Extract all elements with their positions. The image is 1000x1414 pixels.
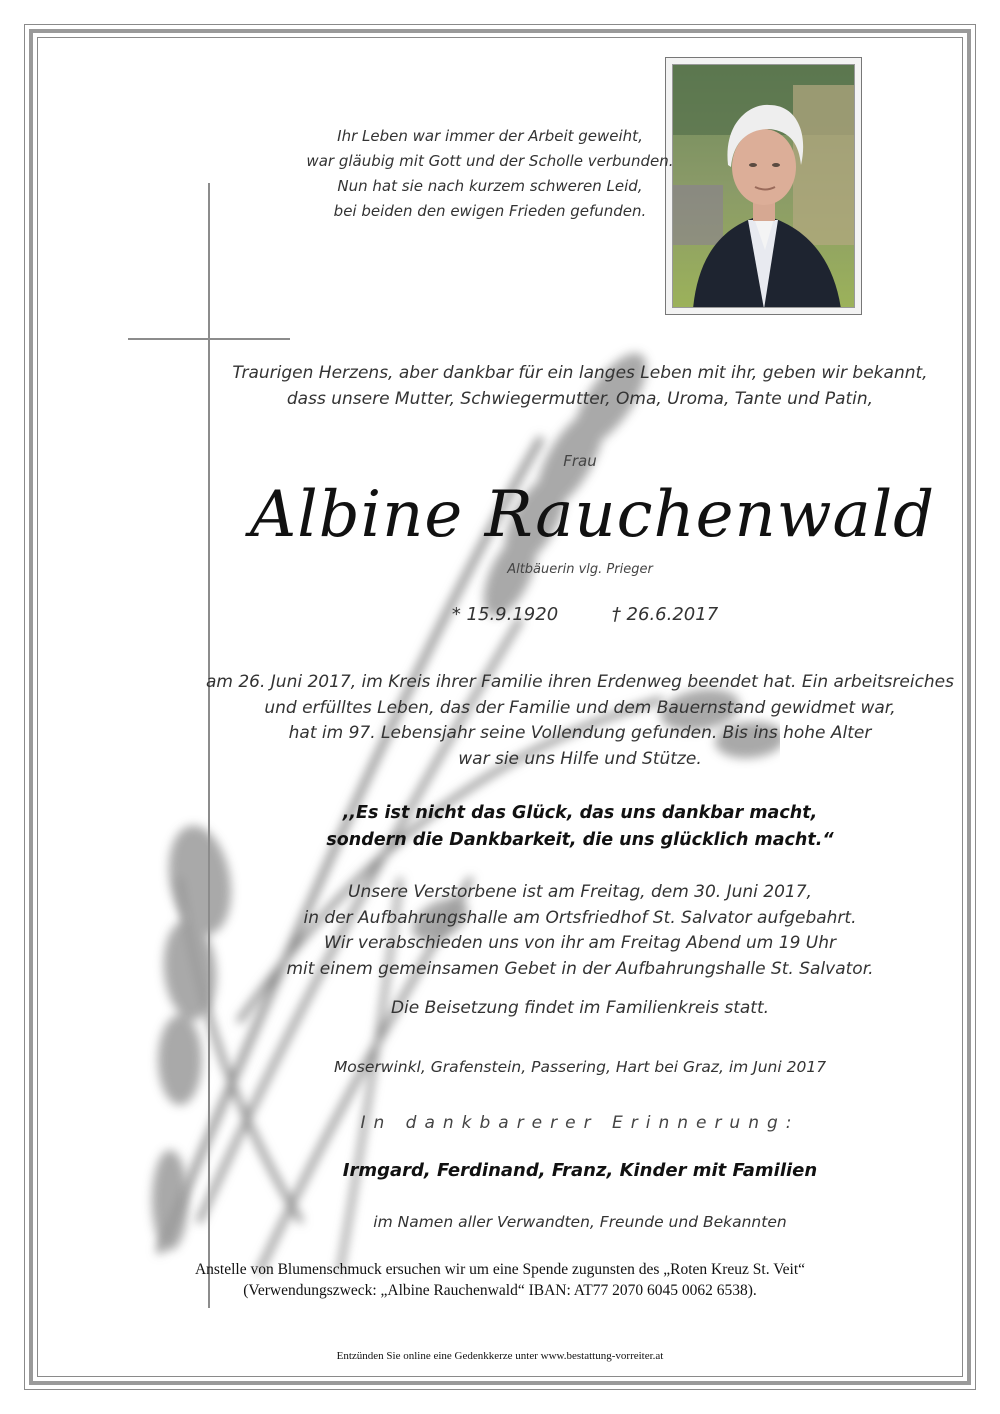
remembrance-heading: In dankbarerer Erinnerung: [360, 1113, 800, 1133]
ceremony-line: mit einem gemeinsamen Gebet in der Aufbahrungshalle St. Salvator. [286, 959, 874, 979]
ceremony-line: in der Aufbahrungshalle am Ortsfriedhof St. Salvator aufgebahrt. [303, 908, 857, 928]
body-line: hat im 97. Lebensjahr seine Vollendung gefunden. Bis ins hohe Alter [288, 723, 872, 743]
relatives-note: im Namen aller Verwandten, Freunde und Bekannten [373, 1213, 787, 1231]
body-line: und erfülltes Leben, das der Familie und dem Bauernstand gewidmet war, [264, 698, 896, 718]
poem-line: war gläubig mit Gott und der Scholle verbunden. [306, 152, 674, 170]
body-line: am 26. Juni 2017, im Kreis ihrer Familie ihren Erdenweg beendet hat. Ein arbeitsreiches [205, 672, 955, 692]
poem-line: Nun hat sie nach kurzem schweren Leid, [337, 177, 643, 195]
donation-line: Anstelle von Blumenschmuck ersuchen wir um eine Spende zugunsten des „Roten Kreuz St. Veit“ [194, 1261, 806, 1278]
deceased-name: Albine Rauchenwald [250, 478, 936, 552]
quote-line: sondern die Dankbarkeit, die uns glücklich macht.“ [326, 830, 834, 850]
ceremony-line: Unsere Verstorbene ist am Freitag, dem 30. Juni 2017, [348, 882, 812, 902]
deceased-title: Altbäuerin vlg. Prieger [507, 562, 653, 577]
intro-line: dass unsere Mutter, Schwiegermutter, Oma, Uroma, Tante und Patin, [286, 389, 874, 409]
salutation: Frau [563, 452, 597, 470]
burial-note: Die Beisetzung findet im Familienkreis statt. [390, 998, 770, 1018]
family-names: Irmgard, Ferdinand, Franz, Kinder mit Familien [342, 1160, 818, 1181]
birth-date: * 15.9.1920 [451, 604, 559, 625]
donation-line: (Verwendungszweck: „Albine Rauchenwald“ IBAN: AT77 2070 6045 0062 6538). [243, 1282, 757, 1299]
body-line: war sie uns Hilfe und Stütze. [458, 749, 702, 769]
cross-icon-bar [128, 338, 290, 340]
poem-line: bei beiden den ewigen Frieden gefunden. [333, 202, 647, 220]
footer-note: Entzünden Sie online eine Gedenkkerze unter www.bestattung-vorreiter.at [336, 1350, 664, 1362]
death-date: † 26.6.2017 [611, 604, 719, 625]
poem-line: Ihr Leben war immer der Arbeit geweiht, [337, 127, 643, 145]
place-date: Moserwinkl, Grafenstein, Passering, Hart bei Graz, im Juni 2017 [333, 1058, 827, 1076]
intro-line: Traurigen Herzens, aber dankbar für ein langes Leben mit ihr, geben wir bekannt, [232, 363, 928, 383]
ceremony-line: Wir verabschieden uns von ihr am Freitag Abend um 19 Uhr [323, 933, 836, 953]
quote-line: ,,Es ist nicht das Glück, das uns dankbar macht, [342, 803, 818, 823]
